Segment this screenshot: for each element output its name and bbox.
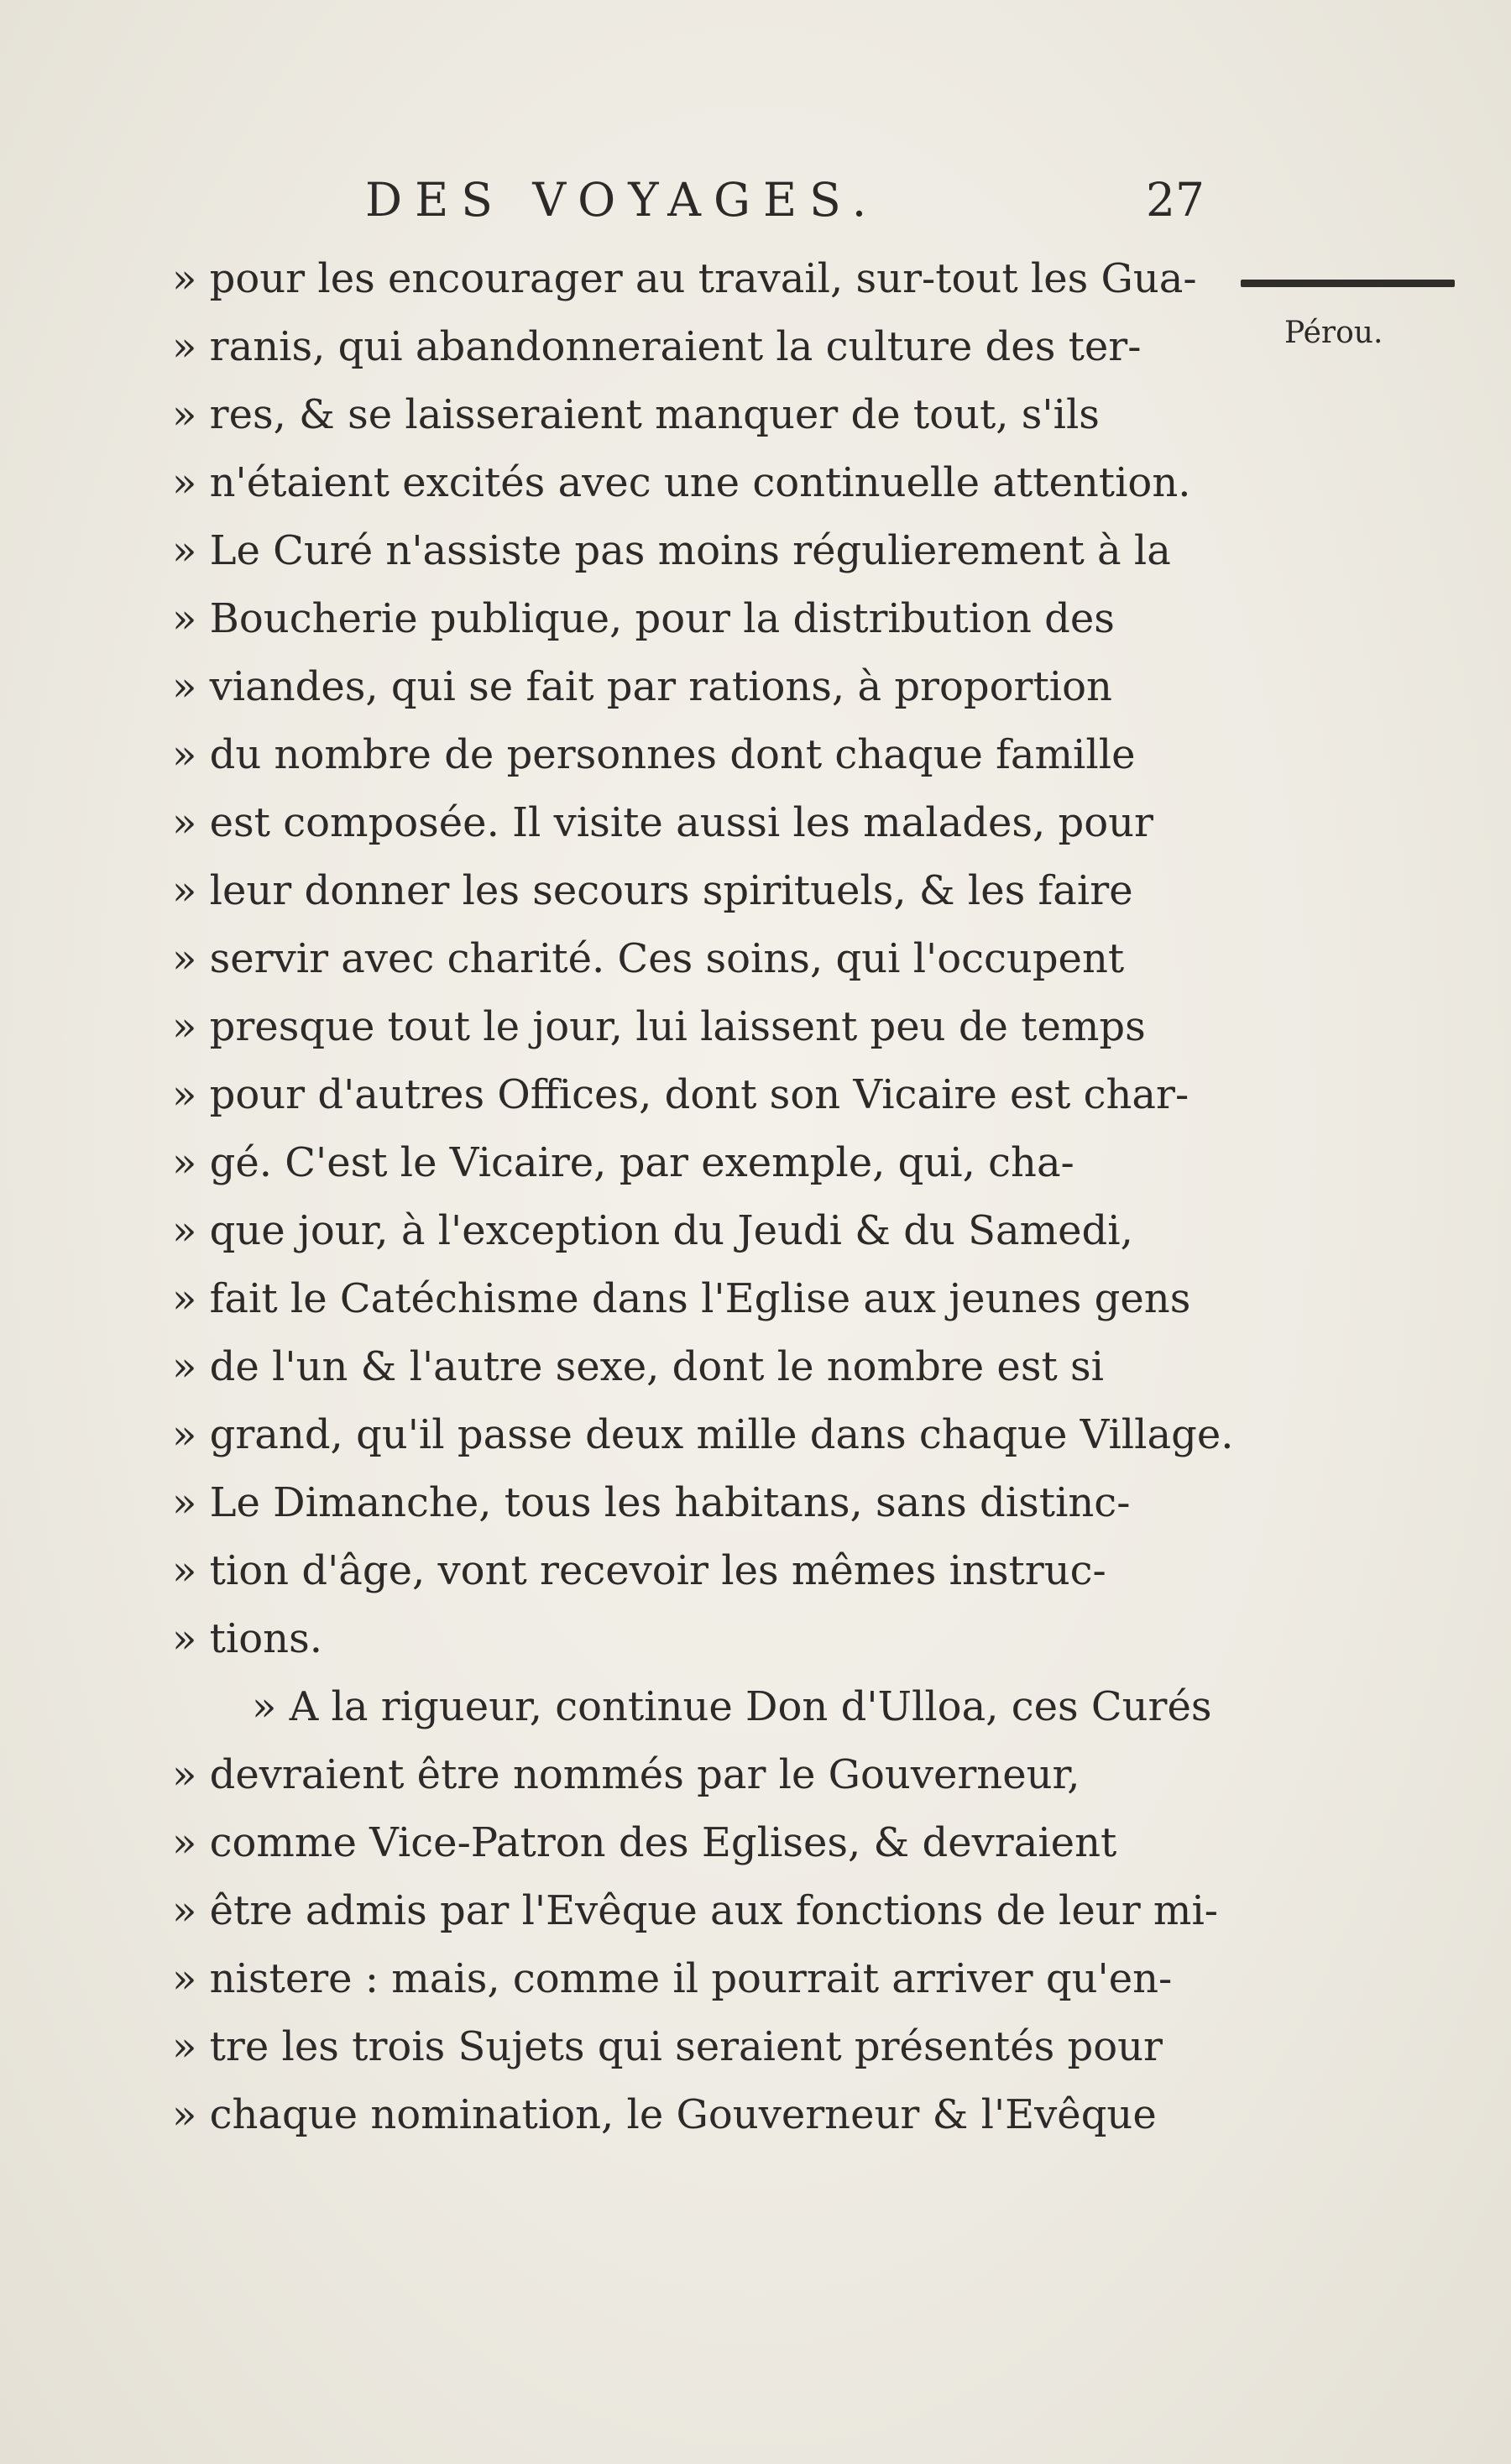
text-line: » être admis par l'Evêque aux fonctions de leur mi- xyxy=(172,1887,1219,1934)
page-number: 27 xyxy=(1146,173,1205,227)
text-line: » tion d'âge, vont recevoir les mêmes instruc- xyxy=(172,1547,1106,1594)
margin-note: Pérou. xyxy=(1284,316,1383,350)
text-line: » chaque nomination, le Gouverneur & l'Evêque xyxy=(172,2091,1157,2138)
text-line: » du nombre de personnes dont chaque famille xyxy=(172,731,1136,778)
text-line: » tre les trois Sujets qui seraient présentés pour xyxy=(172,2023,1163,2070)
text-line: » comme Vice-Patron des Eglises, & devraient xyxy=(172,1819,1117,1866)
text-line: » nistere : mais, comme il pourrait arriver qu'en- xyxy=(172,1955,1173,2002)
text-line: » servir avec charité. Ces soins, qui l'occupent xyxy=(172,935,1125,982)
body-text xyxy=(172,245,1238,2149)
text-line: » viandes, qui se fait par rations, à proportion xyxy=(172,663,1112,710)
text-line: » devraient être nommés par le Gouverneur, xyxy=(172,1751,1080,1798)
paragraph-start-line: » A la rigueur, continue Don d'Ulloa, ces Curés xyxy=(252,1683,1212,1730)
margin-rule xyxy=(1241,280,1455,287)
text-line: » leur donner les secours spirituels, & les faire xyxy=(172,867,1133,914)
text-line: » fait le Catéchisme dans l'Eglise aux jeunes gens xyxy=(172,1275,1191,1322)
text-line: » pour d'autres Offices, dont son Vicaire est char- xyxy=(172,1071,1189,1118)
text-line: » res, & se laisseraient manquer de tout, s'ils xyxy=(172,391,1100,438)
text-line: » ranis, qui abandonneraient la culture des ter- xyxy=(172,323,1142,370)
text-line: » est composée. Il visite aussi les malades, pour xyxy=(172,799,1153,846)
running-head: DES VOYAGES. xyxy=(365,173,880,227)
text-line: » pour les encourager au travail, sur-tout les Gua- xyxy=(172,255,1197,302)
text-line: » de l'un & l'autre sexe, dont le nombre est si xyxy=(172,1343,1104,1390)
text-line: » grand, qu'il passe deux mille dans chaque Village. xyxy=(172,1411,1234,1458)
text-line: » Boucherie publique, pour la distribution des xyxy=(172,595,1115,642)
text-line: » Le Curé n'assiste pas moins régulierement à la xyxy=(172,527,1171,574)
text-line: » gé. C'est le Vicaire, par exemple, qui, cha- xyxy=(172,1139,1074,1186)
text-line: » que jour, à l'exception du Jeudi & du Samedi, xyxy=(172,1207,1133,1254)
text-line: » presque tout le jour, lui laissent peu de temps xyxy=(172,1003,1146,1050)
text-line: » tions. xyxy=(172,1615,322,1662)
text-line: » n'étaient excités avec une continuelle attention. xyxy=(172,459,1191,506)
text-line: » Le Dimanche, tous les habitans, sans distinc- xyxy=(172,1479,1131,1526)
page-header xyxy=(365,166,1205,233)
